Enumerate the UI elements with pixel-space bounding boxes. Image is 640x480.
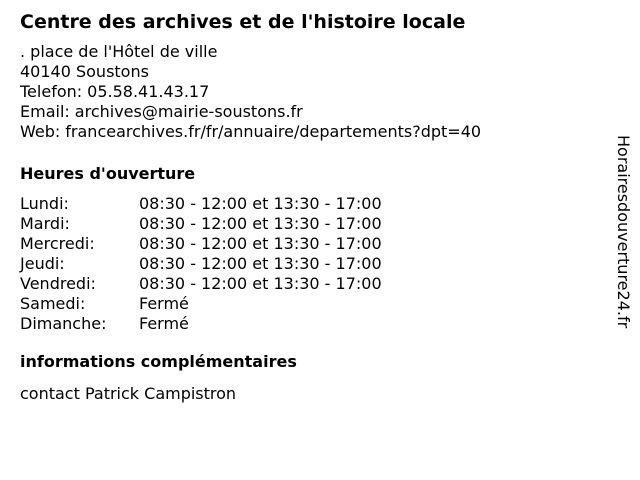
web-label: Web: — [20, 122, 61, 141]
day-hours: 08:30 - 12:00 et 13:30 - 17:00 — [139, 234, 382, 253]
hours-row — [20, 274, 600, 294]
day-hours: Fermé — [139, 294, 189, 313]
hours-row — [20, 214, 600, 234]
info-text: contact Patrick Campistron — [20, 384, 237, 403]
phone-label: Telefon: — [20, 82, 83, 101]
day-hours: Fermé — [139, 314, 189, 333]
hours-row — [20, 194, 600, 214]
day-label: Mardi: — [20, 214, 70, 233]
hours-table — [20, 194, 600, 334]
day-label: Dimanche: — [20, 314, 107, 333]
day-label: Jeudi: — [20, 254, 65, 273]
info-title: informations complémentaires — [20, 352, 297, 371]
hours-row — [20, 254, 600, 274]
location-card — [20, 10, 600, 404]
day-label: Lundi: — [20, 194, 69, 213]
day-hours: 08:30 - 12:00 et 13:30 - 17:00 — [139, 194, 382, 213]
hours-row — [20, 234, 600, 254]
address-block — [20, 42, 600, 142]
day-label: Samedi: — [20, 294, 86, 313]
site-watermark: Horairesdouverture24.fr — [614, 135, 633, 329]
email-label: Email: — [20, 102, 70, 121]
email-address[interactable]: archives@mairie-soustons.fr — [74, 102, 303, 121]
hours-row — [20, 314, 600, 334]
hours-row — [20, 294, 600, 314]
phone-number[interactable]: 05.58.41.43.17 — [87, 82, 210, 101]
page-title: Centre des archives et de l'histoire locale — [20, 11, 466, 33]
phone-line — [20, 82, 600, 102]
day-hours: 08:30 - 12:00 et 13:30 - 17:00 — [139, 254, 382, 273]
day-label: Vendredi: — [20, 274, 96, 293]
street-line: . place de l'Hôtel de ville — [20, 42, 218, 61]
web-line — [20, 122, 600, 142]
email-line — [20, 102, 600, 122]
hours-title: Heures d'ouverture — [20, 164, 196, 183]
day-hours: 08:30 - 12:00 et 13:30 - 17:00 — [139, 274, 382, 293]
web-link[interactable]: francearchives.fr/fr/annuaire/departements?dpt=40 — [65, 122, 482, 141]
day-hours: 08:30 - 12:00 et 13:30 - 17:00 — [139, 214, 382, 233]
day-label: Mercredi: — [20, 234, 95, 253]
city-line: 40140 Soustons — [20, 62, 149, 81]
